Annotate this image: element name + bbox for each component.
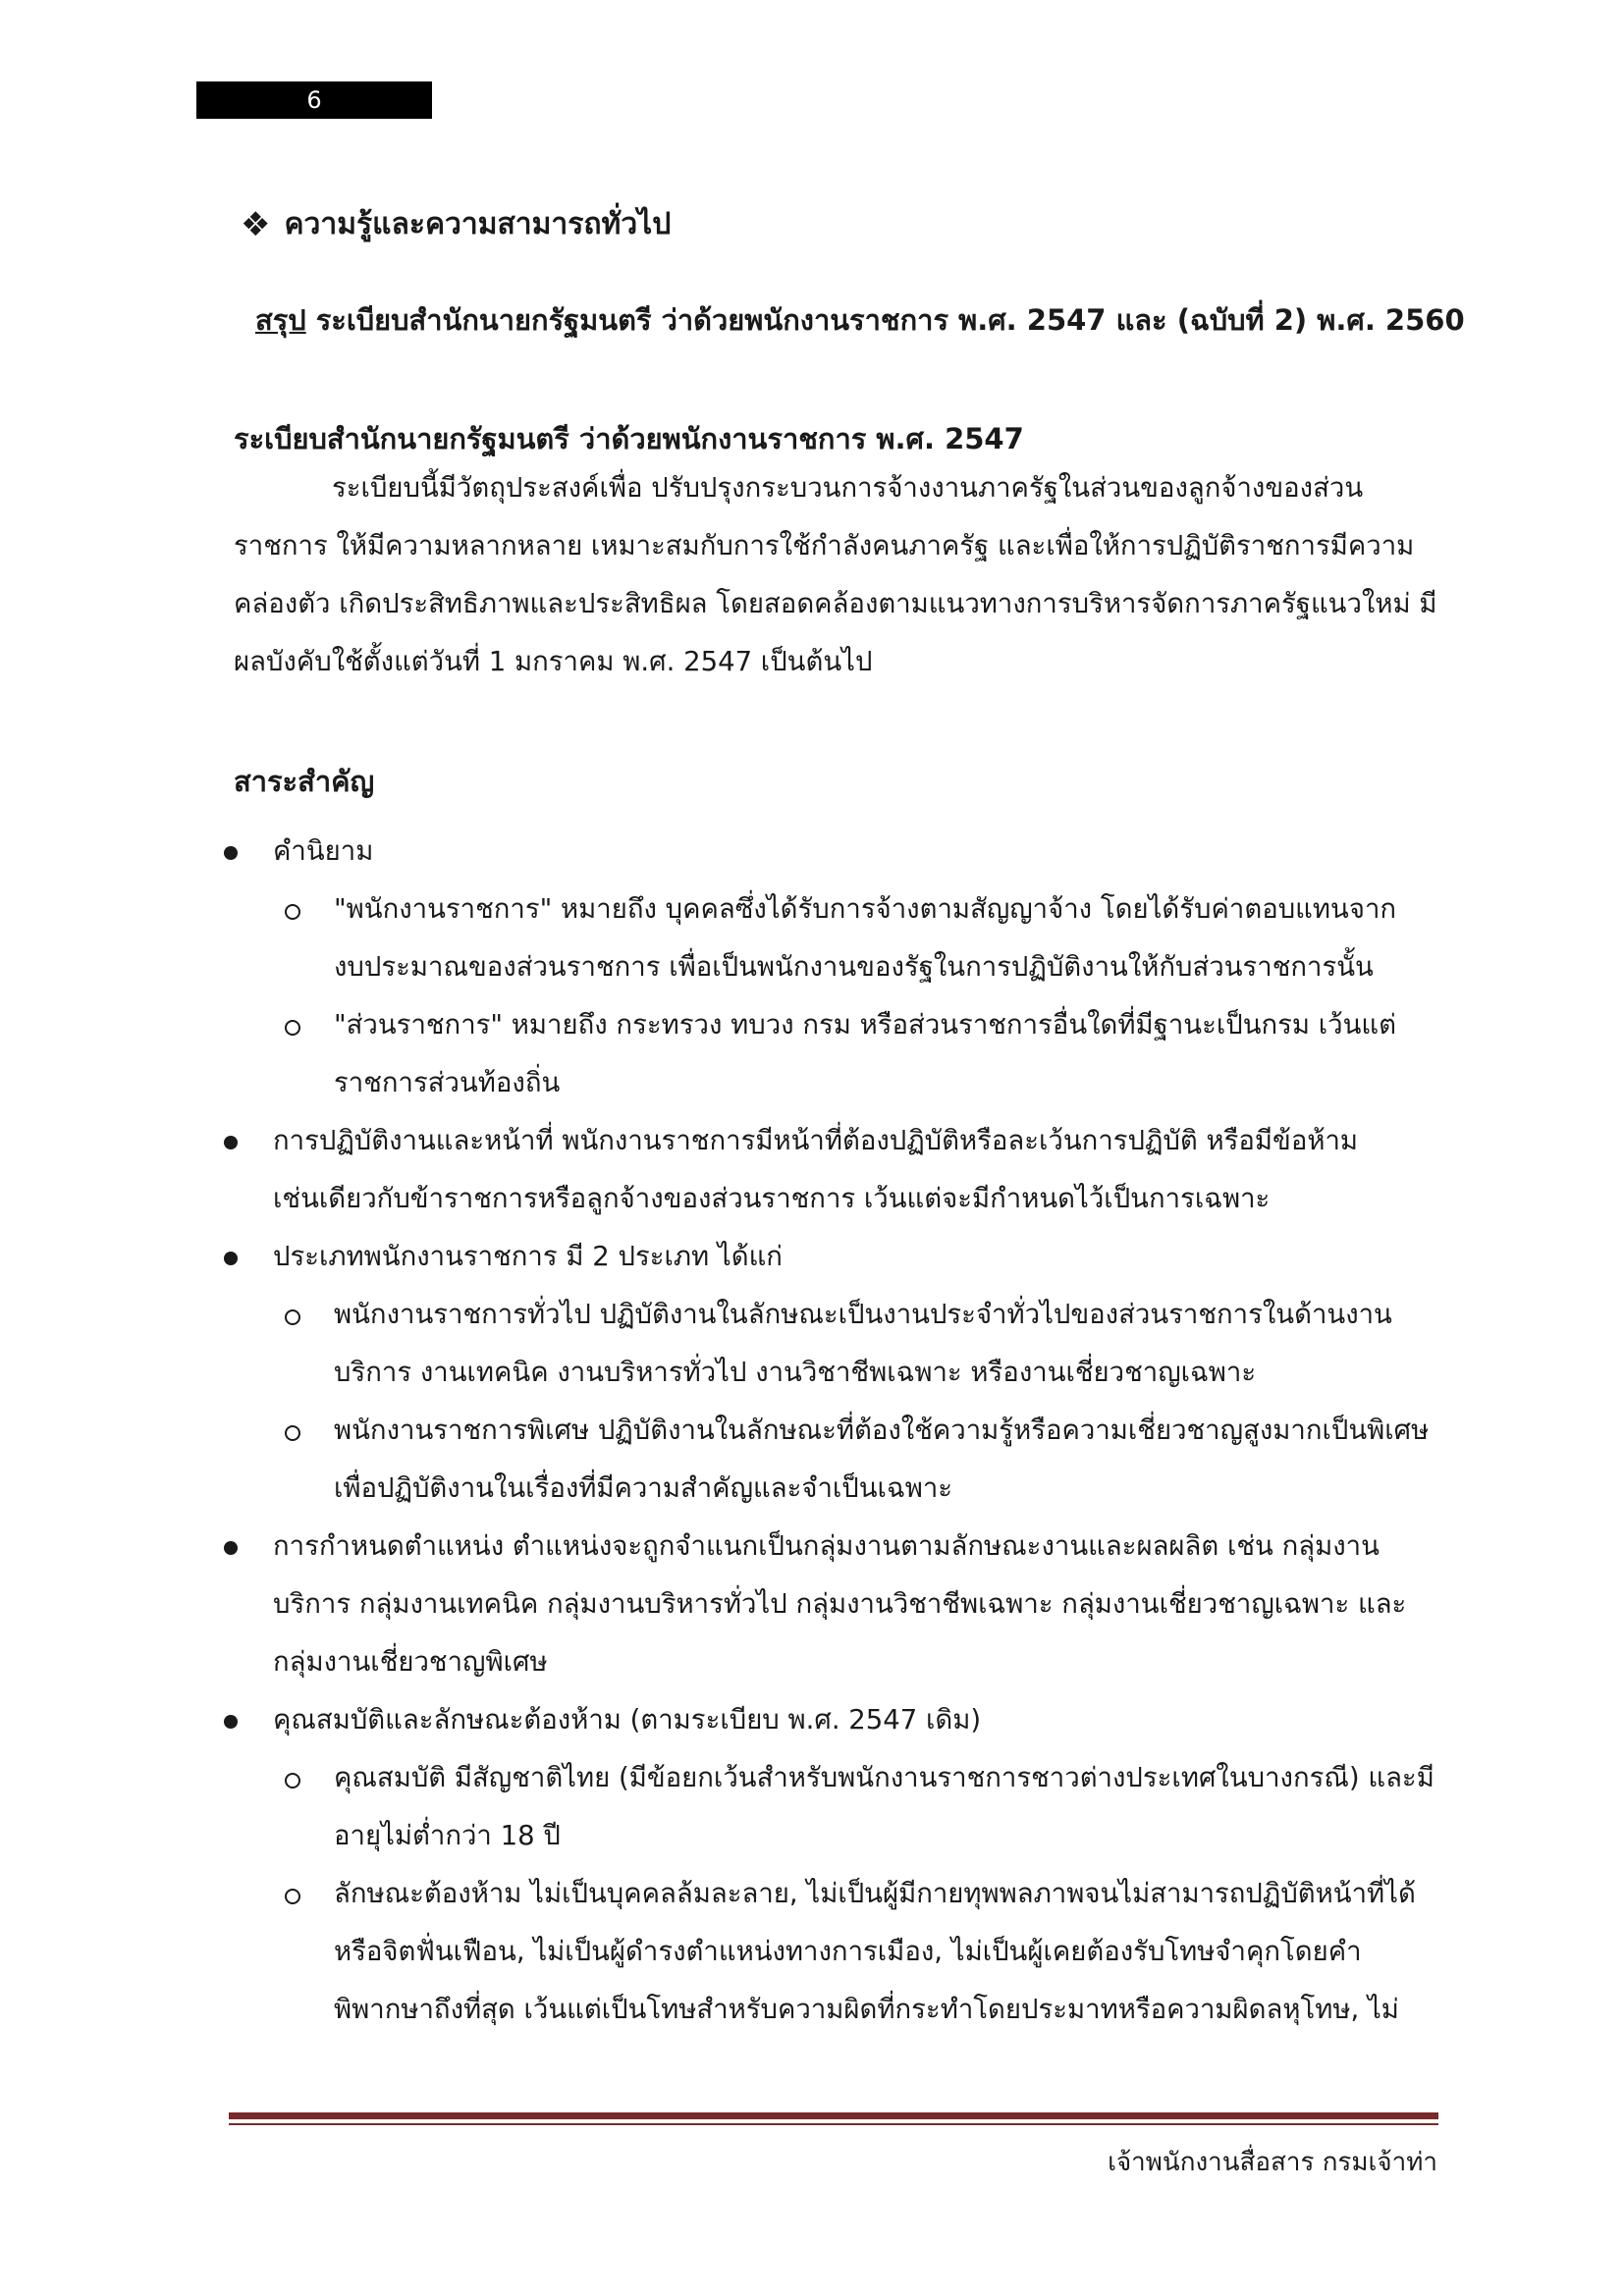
bullet-text: บริการ กลุ่มงานเทคนิค กลุ่มงานบริหารทั่วไป กลุ่มงานวิชาชีพเฉพาะ กลุ่มงานเชี่ยวชาญเฉพาะ และ — [273, 1588, 1407, 1620]
summary-title — [255, 297, 1465, 343]
intro-line: ผลบังคับใช้ตั้งแต่วันที่ 1 มกราคม พ.ศ. 2547 เป็นต้นไป — [234, 646, 873, 677]
intro-line: คล่องตัว เกิดประสิทธิภาพและประสิทธิผล โดยสอดคล้องตามแนวทางการบริหารจัดการภาครัฐแนวใหม่ มี — [234, 588, 1437, 619]
sub-bullet-item — [224, 996, 1441, 1112]
summary-title-text: ระเบียบสำนักนายกรัฐมนตรี ว่าด้วยพนักงานราชการ พ.ศ. 2547 และ (ฉบับที่ 2) พ.ศ. 2560 — [315, 303, 1465, 337]
bullet-item — [224, 1112, 1441, 1228]
sub-bullet-text: งบประมาณของส่วนราชการ เพื่อเป็นพนักงานของรัฐในการปฏิบัติงานให้กับส่วนราชการนั้น — [334, 951, 1374, 983]
sub-bullet-item — [224, 881, 1441, 996]
bullet-item — [224, 1518, 1441, 1691]
intro-line: ระเบียบนี้มีวัตถุประสงค์เพื่อ ปรับปรุงกระบวนการจ้างงานภาครัฐในส่วนของลูกจ้างของส่วน — [332, 472, 1364, 504]
bullet-text: เช่นเดียวกับข้าราชการหรือลูกจ้างของส่วนราชการ เว้นแต่จะมีกำหนดไว้เป็นการเฉพาะ — [273, 1183, 1271, 1214]
sub-bullet-text: หรือจิตฟั่นเฟือน, ไม่เป็นผู้ดำรงตำแหน่งทางการเมือง, ไม่เป็นผู้เคยต้องรับโทษจำคุกโดยคำ — [334, 1936, 1362, 1967]
sub-bullet-text: เพื่อปฏิบัติงานในเรื่องที่มีความสำคัญและจำเป็นเฉพาะ — [334, 1472, 953, 1504]
diamond-bullet-icon: ❖ — [241, 205, 271, 244]
sub-bullet-item — [224, 1402, 1441, 1518]
key-points-list — [224, 823, 1441, 2039]
page-number: 6 — [306, 86, 322, 114]
footer-rule — [229, 2112, 1438, 2119]
bullet-item — [224, 1691, 1441, 1749]
sub-bullet-text: พนักงานราชการพิเศษ ปฏิบัติงานในลักษณะที่ต้องใช้ความรู้หรือความเชี่ยวชาญสูงมากเป็นพิเศษ — [334, 1415, 1430, 1446]
sub-bullet-item — [224, 1749, 1441, 1865]
bullet-text: การปฏิบัติงานและหน้าที่ พนักงานราชการมีหน้าที่ต้องปฏิบัติหรือละเว้นการปฏิบัติ หรือมีข้อห้าม — [273, 1125, 1359, 1156]
sub-bullet-text: ราชการส่วนท้องถิ่น — [334, 1067, 561, 1098]
intro-line: ราชการ ให้มีความหลากหลาย เหมาะสมกับการใช้กำลังคนภาครัฐ และเพื่อให้การปฏิบัติราชการมีความ — [234, 530, 1415, 561]
sub-bullet-text: คุณสมบัติ มีสัญชาติไทย (มีข้อยกเว้นสำหรับพนักงานราชการชาวต่างประเทศในบางกรณี) และมี — [334, 1762, 1435, 1793]
sub-bullet-text: บริการ งานเทคนิค งานบริหารทั่วไป งานวิชาชีพเฉพาะ หรืองานเชี่ยวชาญเฉพาะ — [334, 1357, 1257, 1388]
sub-bullet-text: "ส่วนราชการ" หมายถึง กระทรวง ทบวง กรม หรือส่วนราชการอื่นใดที่มีฐานะเป็นกรม เว้นแต่ — [334, 1009, 1397, 1041]
bullet-text: คำนิยาม — [273, 835, 374, 867]
sub-bullet-text: พนักงานราชการทั่วไป ปฏิบัติงานในลักษณะเป็นงานประจำทั่วไปของส่วนราชการในด้านงาน — [334, 1299, 1392, 1330]
bullet-dot-icon — [224, 846, 238, 860]
bullet-text: คุณสมบัติและลักษณะต้องห้าม (ตามระเบียบ พ.ศ. 2547 เดิม) — [273, 1704, 982, 1735]
bullet-text: การกำหนดตำแหน่ง ตำแหน่งจะถูกจำแนกเป็นกลุ่มงานตามลักษณะงานและผลผลิต เช่น กลุ่มงาน — [273, 1530, 1380, 1562]
bullet-text: ประเภทพนักงานราชการ มี 2 ประเภท ได้แก่ — [273, 1241, 783, 1272]
intro-paragraph — [234, 459, 1441, 691]
footer-rule-thin — [229, 2123, 1438, 2125]
bullet-text: กลุ่มงานเชี่ยวชาญพิเศษ — [273, 1646, 548, 1678]
key-points-heading: สาระสำคัญ — [234, 765, 375, 798]
section-heading — [241, 201, 671, 247]
sub-bullet-item — [224, 1286, 1441, 1402]
bullet-dot-icon — [224, 1715, 238, 1729]
sub-bullet-text: อายุไม่ต่ำกว่า 18 ปี — [334, 1820, 561, 1851]
section-heading-text: ความรู้และความสามารถทั่วไป — [284, 207, 672, 241]
circle-bullet-icon — [285, 1889, 300, 1904]
bullet-item — [224, 823, 1441, 881]
bullet-dot-icon — [224, 1252, 238, 1265]
page-number-bar — [196, 81, 432, 119]
circle-bullet-icon — [285, 904, 300, 920]
regulation-title: ระเบียบสำนักนายกรัฐมนตรี ว่าด้วยพนักงานราชการ พ.ศ. 2547 — [234, 422, 1024, 455]
sub-bullet-item — [224, 1865, 1441, 2039]
sub-bullet-text: พิพากษาถึงที่สุด เว้นแต่เป็นโทษสำหรับความผิดที่กระทำโดยประมาทหรือความผิดลหุโทษ, ไม่ — [334, 1994, 1399, 2025]
circle-bullet-icon — [285, 1425, 300, 1441]
circle-bullet-icon — [285, 1773, 300, 1789]
footer-text: เจ้าพนักงานสื่อสาร กรมเจ้าท่า — [1108, 2148, 1437, 2177]
circle-bullet-icon — [285, 1309, 300, 1325]
summary-label: สรุป — [255, 303, 306, 337]
bullet-dot-icon — [224, 1541, 238, 1555]
sub-bullet-text: "พนักงานราชการ" หมายถึง บุคคลซึ่งได้รับการจ้างตามสัญญาจ้าง โดยได้รับค่าตอบแทนจาก — [334, 893, 1397, 925]
bullet-item — [224, 1228, 1441, 1286]
bullet-dot-icon — [224, 1136, 238, 1149]
circle-bullet-icon — [285, 1020, 300, 1036]
sub-bullet-text: ลักษณะต้องห้าม ไม่เป็นบุคคลล้มละลาย, ไม่เป็นผู้มีกายทุพพลภาพจนไม่สามารถปฏิบัติหน้าที่ได้ — [334, 1878, 1416, 1909]
